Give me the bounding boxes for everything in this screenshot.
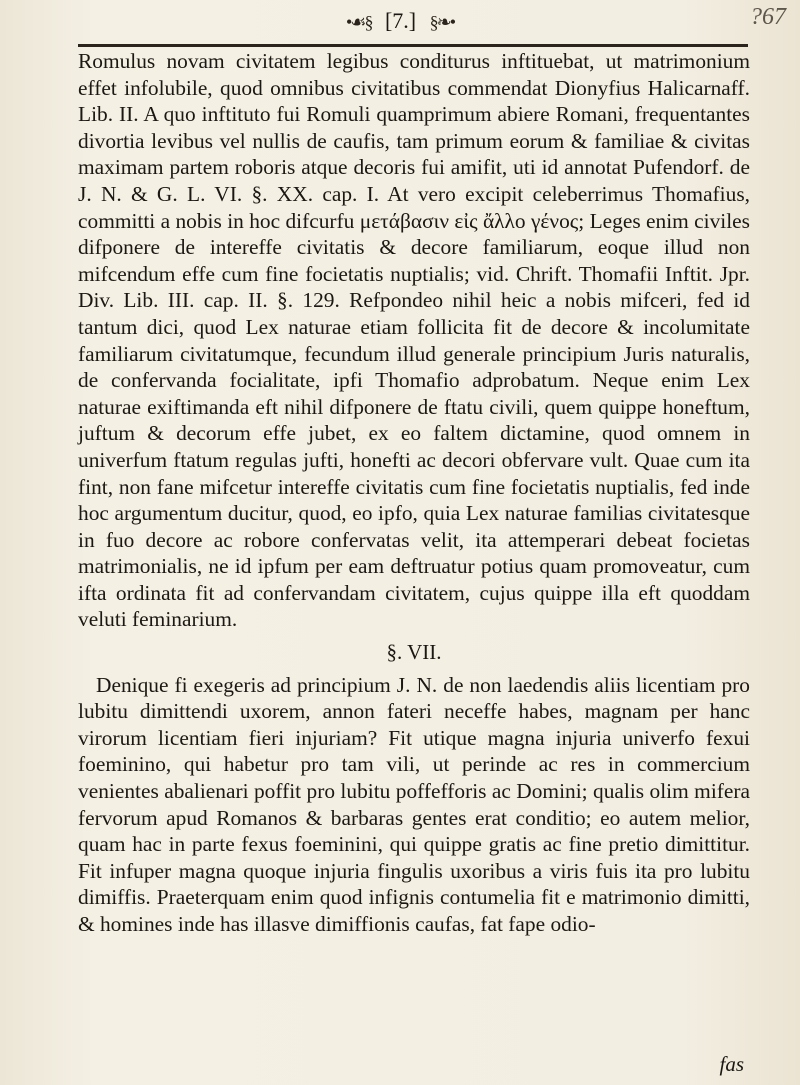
corner-mark: ?67 (750, 4, 786, 30)
right-ornament: §❧• (429, 12, 454, 32)
header-rule (78, 44, 748, 47)
body-text (78, 48, 750, 938)
catchword: fas (719, 1052, 744, 1076)
page-number: [7.] (384, 8, 417, 33)
section-heading: §. VII. (386, 640, 442, 665)
left-ornament: •☙§ (346, 12, 372, 32)
paragraph-2: Denique fi exegeris ad principium J. N. de non laedendis aliis licentiam pro lubitu dimittendi uxorem, annon fateri neceffe habes, magnam per hanc virorum licentiam fieri injuriam? Fit utique magna injuria univerfo fexui foeminino, qui habetur pro tam vili, ut perinde ac res in commercium venientes abalienari poffit pro lubitu poffefforis ac Domini; qualis olim mifera fervorum apud Romanos & barbaras gentes erat conditio; eo autem melior, quam hac in parte fexus foeminini, qui quippe gratis ac fine pretio dimittitur. Fit infuper magna quoque injuria fingulis uxoribus a viris fuis ita pro lubitu dimiffis. Praeterquam enim quod infignis contumelia fit e matrimonio dimitti, & homines inde has illasve dimiffionis caufas, fat fape odio- (78, 672, 750, 936)
paragraph-1: Romulus novam civitatem legibus conditurus inftituebat, ut matrimonium effet infolubile, quod omnibus civitatibus commendat Dionyfius Halicarnaff. Lib. II. A quo inftituto fui Romuli quamprimum abiere Romani, frequentantes divortia levibus vel nullis de caufis, tam primum eorum & familiae & civitas maximam partem roboris atque decoris fui amifit, uti id annotat Pufendorf. de J. N. & G. L. VI. §. XX. cap. I. At vero excipit celeberrimus Thomafius, committi a nobis in hoc difcurfu μετάβασιν εἰς ἄλλο γένος; Leges enim civiles difponere de intereffe civitatis & decore familiarum, eoque illud non mifcendum effe cum fine focietatis nuptialis; vid. Chrift. Thomafii Inftit. Jpr. Div. Lib. III. cap. II. §. 129. Refpondeo nihil heic a nobis mifceri, fed id tantum dici, quod Lex naturae etiam follicita fit de decore & incolumitate familiarum civitatumque, fecundum illud generale principium Juris naturalis, de confervanda focialitate, ipfi Thomafio adprobatum. Neque enim Lex naturae exiftimanda eft nihil difponere de ftatu civili, quem quippe honeftum, juftum & decorum effe jubet, ex eo faltem dictamine, quod omnem in univerfum ftatum regulas jufti, honefti ac decori obfervare vult. Quae cum ita fint, non fane mifcetur intereffe civitatis cum fine focietatis nuptialis, fed inde hoc argumentum ducitur, quod, eo ipfo, quia Lex naturae familias civitatesque in fuo decore ac robore confervatas velit, ita attemperari debeat focietas matrimonialis, ne id ipfum per eam deftruatur potius quam promoveatur, cum ifta ordinata fit ad confervandam civitatem, cujus quippe illa eft quoddam veluti feminarium. (78, 49, 750, 632)
page-header (0, 8, 800, 34)
